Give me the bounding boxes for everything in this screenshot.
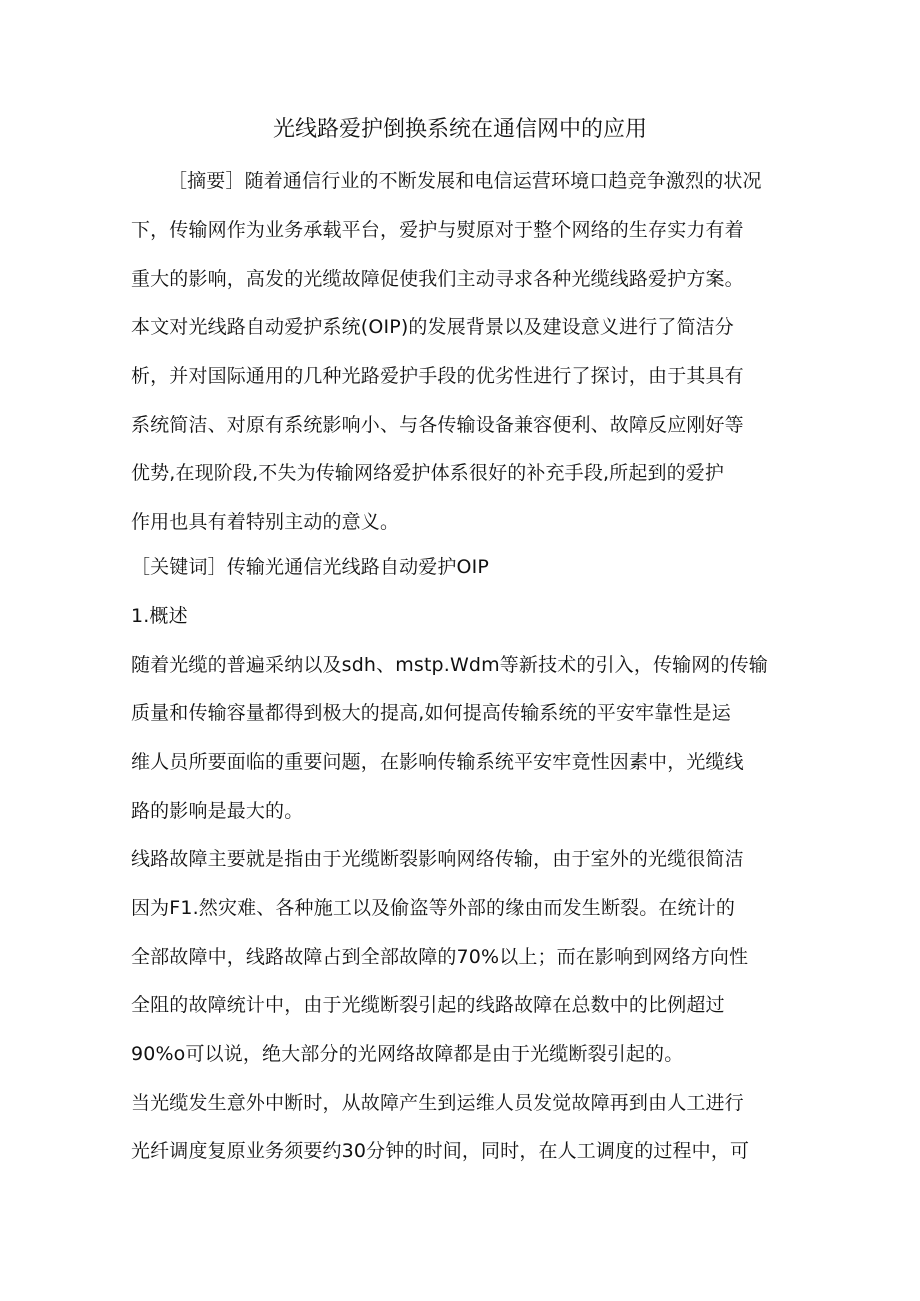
body-line: 路的影响是最大的。 [131, 800, 304, 822]
abstract-line: ［摘要］随着通信行业的不断发展和电信运营环境口趋竞争激烈的状况 [168, 170, 762, 192]
abstract-line: 系统简洁、对原有系统影响小、与各传输设备兼容便利、故障反应刚好等 [131, 414, 744, 436]
body-line: 全阻的故障统计中，由于光缆断裂引起的线路故障在总数中的比例超过 [131, 994, 725, 1016]
abstract-line: 本文对光线路自动爱护系统(OIP)的发展背景以及建设意义进行了简洁分 [131, 316, 734, 338]
body-line: 质量和传输容量都得到极大的提高,如何提高传输系统的平安牢靠性是运 [131, 702, 731, 724]
body-line: 光纤调度复原业务须要约30分钟的时间，同时，在人工调度的过程中，可 [131, 1140, 750, 1162]
keywords-line: ［关键词］传输光通信光线路自动爱护OIP [131, 556, 490, 578]
body-line: 因为F1.然灾难、各种施工以及偷盗等外部的缘由而发生断裂。在统计的 [131, 897, 736, 919]
body-line: 维人员所要面临的重要问题，在影响传输系统平安牢竟性因素中，光缆线 [131, 751, 744, 773]
body-line: 当光缆发生意外中断时，从故障产生到运维人员发觉故障再到由人工进行 [131, 1092, 744, 1114]
abstract-line: 优势,在现阶段,不失为传输网络爱护体系很好的补充手段,所起到的爱护 [131, 462, 725, 484]
document-title: 光线路爱护倒换系统在通信网中的应用 [272, 117, 647, 142]
abstract-line: 析，并对国际通用的几种光路爱护手段的优劣性进行了探讨，由于其具有 [131, 365, 744, 387]
body-line: 90%o可以说，绝大部分的光网络故障都是由于光缆断裂引起的。 [131, 1043, 684, 1065]
abstract-line: 作用也具有着特别主动的意义。 [131, 511, 400, 533]
body-line: 线路故障主要就是指由于光缆断裂影响网络传输，由于室外的光缆很简洁 [131, 848, 744, 870]
body-line: 随着光缆的普遍采纳以及sdh、mstp.Wdm等新技术的引入，传输网的传输 [131, 654, 768, 676]
abstract-line: 下，传输网作为业务承载平台，爱护与熨原对于整个网络的生存实力有着 [131, 219, 744, 241]
body-line: 全部故障中，线路故障占到全部故障的70%以上；而在影响到网络方向性 [131, 946, 749, 968]
section-heading: 1.概述 [131, 605, 188, 627]
abstract-line: 重大的影响，高发的光缆故障促使我们主动寻求各种光缆线路爱护方案。 [131, 268, 744, 290]
